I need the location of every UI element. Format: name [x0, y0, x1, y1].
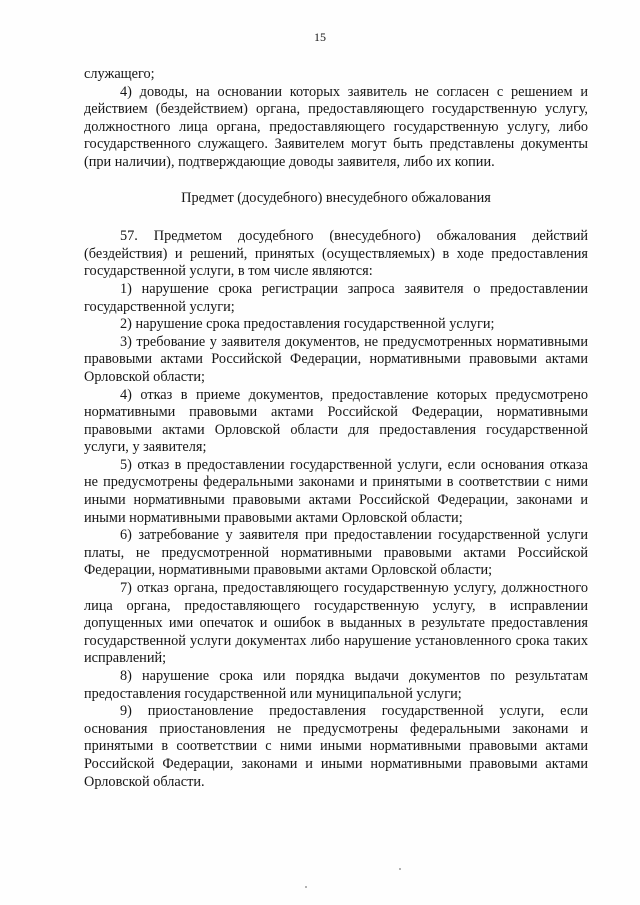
paragraph: 7) отказ органа, предоставляющего государственную услугу, должностного лица органа, предоставляющего государственную услугу, в исправлении допущенных ими опечаток и ошибок в выданных в результате предоставления государственной услуги документах либо нарушение установленного срока таких исправлений;	[84, 580, 588, 667]
document-body	[84, 66, 588, 791]
paragraph: 9) приостановление предоставления государственной услуги, если основания приостановления не предусмотрены федеральными законами и принятыми в соответствии с ними иными нормативными правовыми актами Российской Федерации, законами и иными нормативными правовыми актами Орловской области.	[84, 703, 588, 790]
scan-speck	[305, 886, 307, 888]
page-number: 15	[314, 30, 326, 44]
main-block	[84, 228, 588, 791]
paragraph: 1) нарушение срока регистрации запроса заявителя о предоставлении государственной услуги;	[84, 280, 588, 315]
paragraph: служащего;	[84, 66, 155, 82]
paragraph: 8) нарушение срока или порядка выдачи документов по результатам предоставления государственной или муниципальной услуги;	[84, 668, 588, 702]
intro-block	[84, 66, 588, 172]
paragraph: 57. Предметом досудебного (внесудебного) обжалования действий (бездействия) и решений, принятых (осуществляемых) в ходе предоставления государственной услуги, в том числе являются:	[84, 228, 588, 280]
paragraph: 4) доводы, на основании которых заявитель не согласен с решением и действием (бездействием) органа, предоставляющего государственную услугу, должностного лица органа, предоставляющего государственную услугу, либо государственного служащего. Заявителем могут быть представлены документы (при наличии), подтверждающие доводы заявителя, либо их копии.	[84, 83, 588, 170]
scan-speck	[399, 868, 401, 870]
paragraph: 3) требование у заявителя документов, не предусмотренных нормативными правовыми актами Российской Федерации, нормативными правовыми актами Орловской области;	[84, 333, 588, 385]
paragraph: 5) отказ в предоставлении государственной услуги, если основания отказа не предусмотрены федеральными законами и принятыми в соответствии с ними иными нормативными правовыми актами Российской Федерации, законами и иными нормативными правовыми актами Орловской области;	[84, 456, 588, 526]
paragraph: 2) нарушение срока предоставления государственной услуги;	[120, 316, 495, 333]
section-heading: Предмет (досудебного) внесудебного обжалования	[181, 189, 491, 206]
paragraph: 6) затребование у заявителя при предоставлении государственной услуги платы, не предусмотренной нормативными правовыми актами Российской Федерации, нормативными правовыми актами Орловской области;	[84, 527, 588, 579]
paragraph: 4) отказ в приеме документов, предоставление которых предусмотрено нормативными правовыми актами Российской Федерации, нормативными правовыми актами Орловской области для предоставления государственной услуги, у заявителя;	[84, 386, 588, 456]
